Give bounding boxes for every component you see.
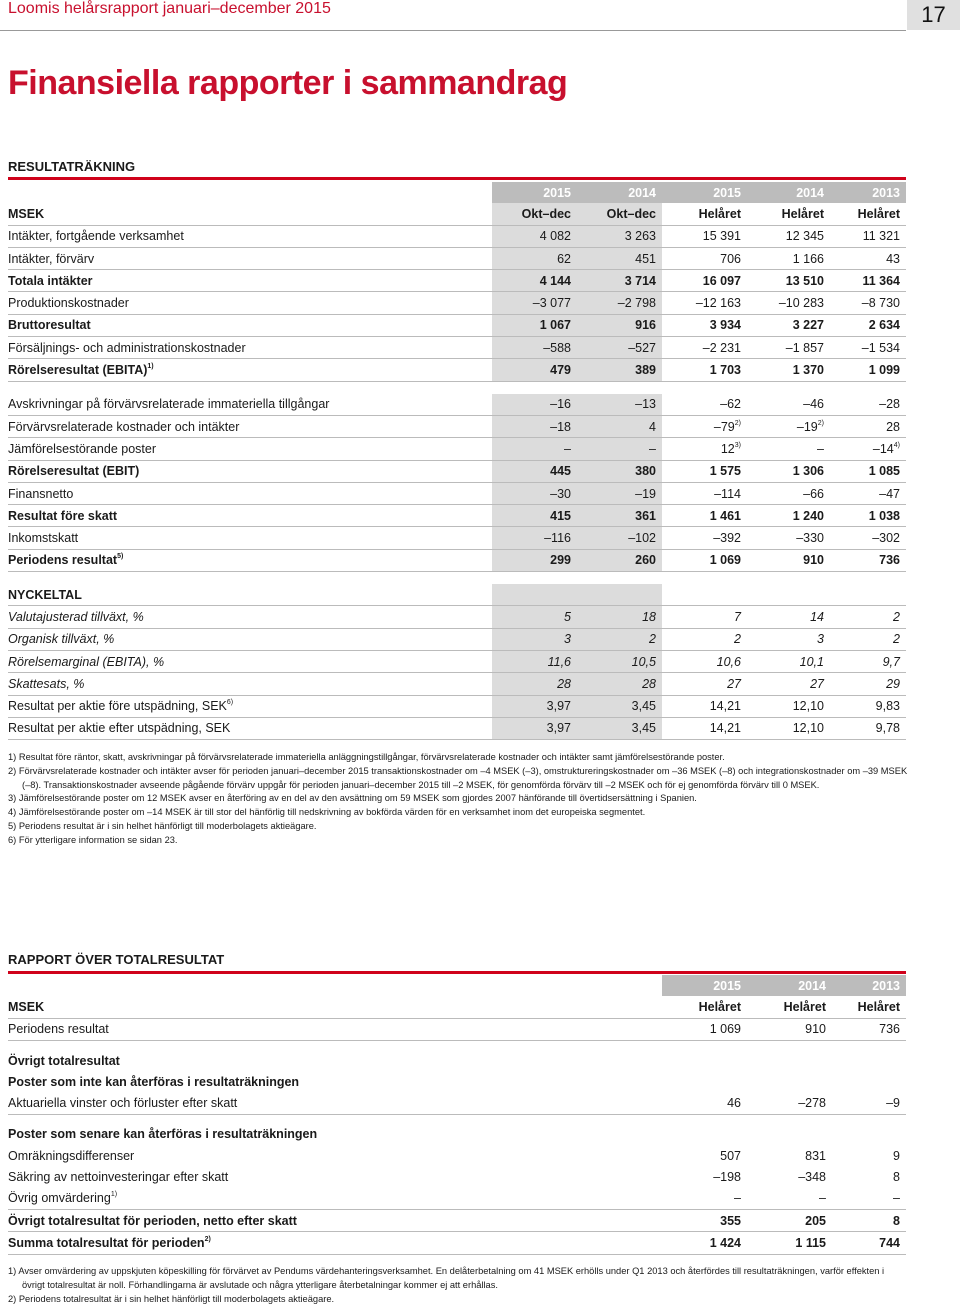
row-value: 1 085 xyxy=(830,460,906,482)
footnote-ref: 1) xyxy=(147,363,154,371)
table-row xyxy=(8,673,906,695)
row-value: 14,21 xyxy=(662,717,747,739)
unit-label: MSEK xyxy=(8,996,662,1018)
income-statement-table xyxy=(8,182,906,740)
row-value: 4 144 xyxy=(492,270,577,292)
row-value: 3 714 xyxy=(577,270,662,292)
report-title: Loomis helårsrapport januari–december 2015 xyxy=(8,0,331,17)
row-value: 3,45 xyxy=(577,695,662,717)
row-value: 9 xyxy=(893,1148,900,1163)
row-value: 451 xyxy=(577,247,662,269)
row-value: –46 xyxy=(747,394,830,416)
row-label: Förvärvsrelaterade kostnader och intäkter xyxy=(8,415,492,437)
row-value: – xyxy=(662,1188,747,1210)
footnote-ref: 5) xyxy=(117,553,124,561)
row-value: 28 xyxy=(577,673,662,695)
table-row xyxy=(8,1124,906,1145)
income-footnotes xyxy=(8,751,908,848)
row-value xyxy=(747,1050,832,1071)
row-value: 706 xyxy=(662,247,747,269)
year-header-spacer xyxy=(8,975,662,996)
row-label: Aktuariella vinster och förluster efter skatt xyxy=(8,1092,662,1114)
row-value: 12$^{3)}$ xyxy=(662,438,747,460)
row-value: –102 xyxy=(577,527,662,549)
row-value: 2 634 xyxy=(830,314,906,336)
row-value: – xyxy=(747,438,830,460)
row-value: 1 069 xyxy=(662,549,747,571)
row-label: Övrigt totalresultat för perioden, netto efter skatt xyxy=(8,1209,662,1231)
row-value: –47 xyxy=(830,482,906,504)
footnote: 3) Jämförelsestörande poster om 12 MSEK avser en återföring av en del av den avsättning om 59 MSEK som gjordes 2007 hänförande till övertidsersättning i Spanien. xyxy=(8,793,697,804)
row-value: 1 703 xyxy=(662,359,747,381)
keyratios-title: NYCKELTAL xyxy=(8,584,492,606)
row-label: Omräkningsdifferenser xyxy=(8,1148,135,1163)
row-value: 14,21 xyxy=(662,695,747,717)
row-label: Rörelsemarginal (EBITA), % xyxy=(8,650,492,672)
table-row xyxy=(8,394,906,416)
row-value: –1 857 xyxy=(747,337,830,359)
year-header-row xyxy=(8,975,906,996)
row-value: 1 099 xyxy=(830,359,906,381)
row-value: –3 077 xyxy=(492,292,577,314)
unit-label: MSEK xyxy=(8,203,492,225)
row-value: 9,83 xyxy=(830,695,906,717)
row-value: –13 xyxy=(577,394,662,416)
row-value xyxy=(747,1071,832,1092)
row-value: –302 xyxy=(830,527,906,549)
row-value: 3,97 xyxy=(492,695,577,717)
row-label: Totala intäkter xyxy=(8,270,492,292)
row-label: Intäkter, förvärv xyxy=(8,247,492,269)
row-value: 299 xyxy=(492,549,577,571)
spacer-cell xyxy=(8,381,906,394)
row-value: 8 xyxy=(832,1209,906,1231)
row-value: 5 xyxy=(492,606,577,628)
row-value: –12 163 xyxy=(662,292,747,314)
page-header xyxy=(0,0,960,30)
period-header: Helåret xyxy=(747,203,830,225)
row-value: 29 xyxy=(830,673,906,695)
row-value: 43 xyxy=(830,247,906,269)
table-row xyxy=(8,717,906,739)
row-value: –14$^{4)}$ xyxy=(830,438,906,460)
row-value: 1 461 xyxy=(662,505,747,527)
table-row xyxy=(8,606,906,628)
row-value: 1 370 xyxy=(747,359,830,381)
row-label: Säkring av nettoinvesteringar efter skatt xyxy=(8,1170,229,1185)
row-value: 3 227 xyxy=(747,314,830,336)
row-value xyxy=(662,1124,747,1145)
table-row xyxy=(8,1145,906,1166)
row-value: –348 xyxy=(798,1170,826,1185)
row-value: –28 xyxy=(830,394,906,416)
row-value: –116 xyxy=(492,527,577,549)
table-row xyxy=(8,650,906,672)
header-rule xyxy=(0,30,906,31)
table-row xyxy=(8,1050,906,1071)
footnote: 1) Avser omvärdering av uppskjuten köpeskilling för förvärvet av Pendums värdehanteringsverksamhet. En delåterbetalning om 41 MSEK erhölls under Q1 2013 och återfördes till resultaträkningen, varför effekten i övrigt totalresultat är noll. Förhandlingarna är avslutade och några ytterligare återbetalningar kommer ej att erhållas. xyxy=(8,1266,885,1290)
table-row xyxy=(8,1209,906,1231)
row-value: –66 xyxy=(747,482,830,504)
row-value: 910 xyxy=(747,1018,832,1040)
table-row xyxy=(8,359,906,381)
row-value xyxy=(832,1050,906,1071)
row-value: 260 xyxy=(577,549,662,571)
year-header-spacer xyxy=(8,182,492,203)
period-header: Helåret xyxy=(832,996,906,1018)
footnote: 1) Resultat före räntor, skatt, avskrivningar på förvärvsrelaterade immateriella anläggningstillgångar, förvärvsrelaterade kostnader och intäkter samt jämförelsestörande poster. xyxy=(8,752,725,762)
comprehensive-footnotes xyxy=(8,1265,908,1306)
row-value: –10 283 xyxy=(747,292,830,314)
row-value: 3,45 xyxy=(577,717,662,739)
year-header-row xyxy=(8,182,906,203)
table-row xyxy=(8,415,906,437)
spacer-row xyxy=(8,381,906,394)
row-label: Intäkter, fortgående verksamhet xyxy=(8,225,492,247)
footnote: 4) Jämförelsestörande poster om –14 MSEK är till stor del hänförlig till nedskrivning av bokförda värden för en verksamhet inom det europeiska segmentet. xyxy=(8,807,646,818)
period-header: Okt–dec xyxy=(577,203,662,225)
row-value: 27 xyxy=(747,673,830,695)
table-row xyxy=(8,270,906,292)
row-label: Bruttoresultat xyxy=(8,314,492,336)
footnote-ref: 3) xyxy=(734,441,741,449)
comprehensive-section-title: RAPPORT ÖVER TOTALRESULTAT xyxy=(8,952,225,967)
row-value: –8 730 xyxy=(830,292,906,314)
row-value: 10,6 xyxy=(662,650,747,672)
footnote-ref: 2) xyxy=(204,1235,211,1243)
row-value: 1 306 xyxy=(747,460,830,482)
row-value: –79$^{2)}$ xyxy=(662,415,747,437)
footnote-ref: 2) xyxy=(817,419,824,427)
row-value: –2 798 xyxy=(577,292,662,314)
row-value: 12 345 xyxy=(747,225,830,247)
period-header: Helåret xyxy=(830,203,906,225)
year-header: 2014 xyxy=(577,182,662,203)
row-value: 380 xyxy=(577,460,662,482)
period-header: Helåret xyxy=(747,996,832,1018)
comprehensive-red-rule xyxy=(8,971,906,974)
keyratios-header-row xyxy=(8,584,906,606)
row-value: 2 xyxy=(662,628,747,650)
row-value: 11 321 xyxy=(830,225,906,247)
income-red-rule xyxy=(8,177,906,180)
row-label: Periodens resultat xyxy=(8,1018,662,1040)
row-value: 1 166 xyxy=(747,247,830,269)
row-value: 18 xyxy=(577,606,662,628)
row-value: –16 xyxy=(492,394,577,416)
blank-cell xyxy=(577,584,662,606)
row-value: 16 097 xyxy=(662,270,747,292)
row-value: 2 xyxy=(577,628,662,650)
table-row xyxy=(8,247,906,269)
comprehensive-income-table xyxy=(8,975,906,1255)
row-value: –392 xyxy=(662,527,747,549)
row-value: 1 424 xyxy=(662,1232,747,1254)
row-label: Valutajusterad tillväxt, % xyxy=(8,606,492,628)
year-header: 2013 xyxy=(832,975,906,996)
row-value: 3,97 xyxy=(492,717,577,739)
row-value: 389 xyxy=(577,359,662,381)
row-label: Summa totalresultat för perioden$^{2)}$ xyxy=(8,1232,662,1254)
spacer-row xyxy=(8,1040,906,1050)
table-row xyxy=(8,527,906,549)
year-header: 2015 xyxy=(492,182,577,203)
row-label: Poster som inte kan återföras i resultaträkningen xyxy=(8,1074,300,1089)
spacer-row xyxy=(8,1114,906,1124)
table-row xyxy=(8,292,906,314)
row-value: 62 xyxy=(492,247,577,269)
row-label: Övrigt totalresultat xyxy=(8,1053,120,1068)
table-row xyxy=(8,337,906,359)
table-row xyxy=(8,225,906,247)
blank-cell xyxy=(830,584,906,606)
row-value: 46 xyxy=(662,1092,747,1114)
page-title: Finansiella rapporter i sammandrag xyxy=(8,64,568,102)
row-value: 355 xyxy=(662,1209,747,1231)
year-header: 2015 xyxy=(662,182,747,203)
footnote: 2) Periodens totalresultat är i sin helhet hänförligt till moderbolagets aktieägare. xyxy=(8,1293,335,1304)
row-value: –19$^{2)}$ xyxy=(747,415,830,437)
spacer-cell xyxy=(8,572,906,585)
row-value: 1 115 xyxy=(747,1232,832,1254)
row-value: –114 xyxy=(662,482,747,504)
row-label: Rörelseresultat (EBIT) xyxy=(8,460,492,482)
table-row xyxy=(8,628,906,650)
row-label: Produktionskostnader xyxy=(8,292,492,314)
row-label: Försäljnings- och administrationskostnader xyxy=(8,337,492,359)
row-value: 205 xyxy=(747,1209,832,1231)
row-label: Skattesats, % xyxy=(8,673,492,695)
row-value: 415 xyxy=(492,505,577,527)
row-value xyxy=(747,1124,832,1145)
period-header-row xyxy=(8,203,906,225)
row-label: Jämförelsestörande poster xyxy=(8,438,492,460)
table-row xyxy=(8,695,906,717)
row-label: Resultat per aktie efter utspädning, SEK xyxy=(8,717,492,739)
row-label: Poster som senare kan återföras i resultaträkningen xyxy=(8,1127,318,1142)
blank-cell xyxy=(662,584,747,606)
spacer-row xyxy=(8,572,906,585)
row-value: 736 xyxy=(830,549,906,571)
row-value: 14 xyxy=(747,606,830,628)
row-value: 910 xyxy=(747,549,830,571)
row-value: –9 xyxy=(832,1092,906,1114)
row-value: –1 534 xyxy=(830,337,906,359)
income-section-title: RESULTATRÄKNING xyxy=(8,159,136,174)
row-value: –198 xyxy=(713,1170,741,1185)
table-row xyxy=(8,549,906,571)
row-value: 15 391 xyxy=(662,225,747,247)
page-number: 17 xyxy=(907,0,960,30)
row-value: 361 xyxy=(577,505,662,527)
row-value: – xyxy=(747,1188,832,1210)
row-value: 3 263 xyxy=(577,225,662,247)
row-value xyxy=(662,1071,747,1092)
row-value xyxy=(832,1071,906,1092)
row-label: Inkomstskatt xyxy=(8,527,492,549)
row-value: 744 xyxy=(832,1232,906,1254)
row-value: 12,10 xyxy=(747,717,830,739)
row-value: 10,5 xyxy=(577,650,662,672)
table-row xyxy=(8,1092,906,1114)
table-row xyxy=(8,1018,906,1040)
row-value: 1 038 xyxy=(830,505,906,527)
row-value: –19 xyxy=(577,482,662,504)
footnote-ref: 1) xyxy=(110,1191,118,1199)
row-value: 479 xyxy=(492,359,577,381)
row-value: 3 xyxy=(492,628,577,650)
row-label: Resultat före skatt xyxy=(8,505,492,527)
row-value: 831 xyxy=(805,1148,826,1163)
row-value: – xyxy=(492,438,577,460)
row-value: 11 364 xyxy=(830,270,906,292)
table-row xyxy=(8,438,906,460)
period-header: Okt–dec xyxy=(492,203,577,225)
year-header: 2014 xyxy=(747,975,832,996)
row-label: Avskrivningar på förvärvsrelaterade immateriella tillgångar xyxy=(8,394,492,416)
row-value xyxy=(832,1124,906,1145)
row-value: –588 xyxy=(492,337,577,359)
row-value: –527 xyxy=(577,337,662,359)
row-label: Periodens resultat$^{5)}$ xyxy=(8,549,492,571)
blank-cell xyxy=(747,584,830,606)
row-value: 28 xyxy=(492,673,577,695)
row-value: – xyxy=(832,1188,906,1210)
table-row xyxy=(8,482,906,504)
footnote-ref: 4) xyxy=(893,441,900,449)
footnote: 2) Förvärvsrelaterade kostnader och intäkter avser för perioden januari–december 2015 transaktionskostnader om –4 MSEK (–3), omstruktureringskostnader om –36 MSEK (–8) och integrationskostnader om –39 MSEK (–8). Transaktionskostnader avseende pågående förvärv uppgår för perioden januari–december 2015 till –2 MSEK, för genomförda förvärv till –2 MSEK och för ej genomförda förvärv till 0 MSEK. xyxy=(8,765,908,790)
row-value: 736 xyxy=(832,1018,906,1040)
row-value: 445 xyxy=(492,460,577,482)
period-header: Helåret xyxy=(662,203,747,225)
row-value: –18 xyxy=(492,415,577,437)
row-label: Organisk tillväxt, % xyxy=(8,628,492,650)
table-row xyxy=(8,314,906,336)
table-row xyxy=(8,505,906,527)
year-header: 2013 xyxy=(830,182,906,203)
row-value: 1 575 xyxy=(662,460,747,482)
row-value: 11,6 xyxy=(492,650,577,672)
row-value: –278 xyxy=(747,1092,832,1114)
row-value: 7 xyxy=(662,606,747,628)
blank-cell xyxy=(492,584,577,606)
row-label: Resultat per aktie före utspädning, SEK$^{6)}$ xyxy=(8,695,492,717)
row-value: 13 510 xyxy=(747,270,830,292)
spacer-cell xyxy=(8,1114,906,1124)
row-value: –330 xyxy=(747,527,830,549)
row-value: 8 xyxy=(893,1170,900,1185)
row-value: 12,10 xyxy=(747,695,830,717)
row-value: 2 xyxy=(830,606,906,628)
spacer-cell xyxy=(8,1040,906,1050)
row-value: 1 240 xyxy=(747,505,830,527)
footnote: 6) För ytterligare information se sidan 23. xyxy=(8,834,178,845)
row-label: Rörelseresultat (EBITA)$^{1)}$ xyxy=(8,359,492,381)
table-row xyxy=(8,1166,906,1187)
table-row xyxy=(8,1188,906,1210)
footnote: 5) Periodens resultat är i sin helhet hänförligt till moderbolagets aktieägare. xyxy=(8,820,317,831)
row-label: Finansnetto xyxy=(8,482,492,504)
row-value: 9,78 xyxy=(830,717,906,739)
row-value: 1 069 xyxy=(662,1018,747,1040)
row-value: –2 231 xyxy=(662,337,747,359)
row-value: 28 xyxy=(830,415,906,437)
row-value: –62 xyxy=(662,394,747,416)
row-value: – xyxy=(577,438,662,460)
row-value: 507 xyxy=(720,1148,741,1163)
footnote-ref: 6) xyxy=(226,699,234,707)
table-row xyxy=(8,1232,906,1254)
year-header: 2015 xyxy=(662,975,747,996)
year-header: 2014 xyxy=(747,182,830,203)
row-value: 4 xyxy=(577,415,662,437)
row-value xyxy=(662,1050,747,1071)
period-header: Helåret xyxy=(662,996,747,1018)
row-label: Övrig omvärdering$^{1)}$ xyxy=(8,1188,662,1210)
table-row xyxy=(8,460,906,482)
footnote-ref: 2) xyxy=(734,419,741,427)
row-value: 27 xyxy=(662,673,747,695)
row-value: 3 xyxy=(747,628,830,650)
period-header-row xyxy=(8,996,906,1018)
row-value: 1 067 xyxy=(492,314,577,336)
row-value: 10,1 xyxy=(747,650,830,672)
row-value: 3 934 xyxy=(662,314,747,336)
row-value: 9,7 xyxy=(830,650,906,672)
row-value: 2 xyxy=(830,628,906,650)
table-row xyxy=(8,1071,906,1092)
row-value: 916 xyxy=(577,314,662,336)
row-value: 4 082 xyxy=(492,225,577,247)
row-value: –30 xyxy=(492,482,577,504)
